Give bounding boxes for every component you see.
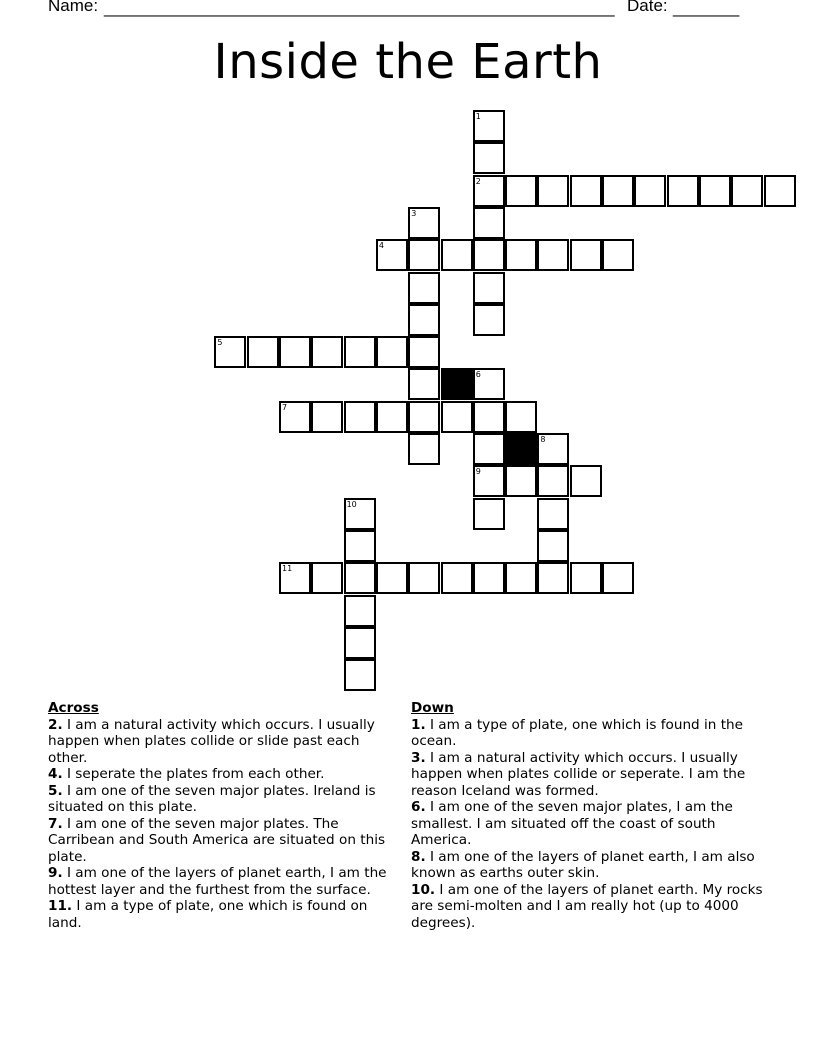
crossword-cell[interactable] xyxy=(214,336,246,368)
crossword-cell[interactable] xyxy=(311,401,343,433)
crossword-cell[interactable] xyxy=(602,175,634,207)
clue-number-label: 9 xyxy=(475,467,481,477)
clue-number: 5. xyxy=(48,782,63,799)
crossword-cell[interactable] xyxy=(505,562,537,594)
crossword-cell[interactable] xyxy=(473,207,505,239)
crossword-cell[interactable] xyxy=(376,401,408,433)
across-clues xyxy=(48,700,400,931)
crossword-cell[interactable] xyxy=(505,465,537,497)
clue-number: 8. xyxy=(411,848,426,865)
crossword-cell[interactable] xyxy=(441,401,473,433)
across-clue xyxy=(48,816,400,866)
across-clue xyxy=(48,766,400,783)
clue-number: 6. xyxy=(411,799,426,815)
crossword-cell[interactable] xyxy=(537,239,569,271)
across-clue xyxy=(48,865,400,898)
crossword-cell[interactable] xyxy=(408,272,440,304)
down-clue xyxy=(411,717,776,750)
down-heading: Down xyxy=(411,700,454,716)
clue-number: 3. xyxy=(411,749,426,766)
crossword-cell[interactable] xyxy=(537,433,569,465)
crossword-cell[interactable] xyxy=(279,562,311,594)
crossword-cell[interactable] xyxy=(505,239,537,271)
clue-number-label: 4 xyxy=(378,241,384,251)
crossword-cell[interactable] xyxy=(699,175,731,207)
clue-text: I am a natural activity which occurs. I usually happen when plates collide or slide past each other. xyxy=(48,716,375,766)
crossword-cell[interactable] xyxy=(376,336,408,368)
crossword-cell[interactable] xyxy=(344,530,376,562)
crossword-cell[interactable] xyxy=(473,433,505,465)
clue-number: 11. xyxy=(48,898,73,914)
crossword-cell[interactable] xyxy=(537,498,569,530)
clue-text: I am a type of plate, one which is found on land. xyxy=(48,898,368,931)
black-square xyxy=(441,368,473,400)
crossword-cell[interactable] xyxy=(537,175,569,207)
crossword-cell[interactable] xyxy=(311,562,343,594)
crossword-cell[interactable] xyxy=(408,239,440,271)
down-clue xyxy=(411,849,776,882)
clue-number-label: 2 xyxy=(475,176,481,186)
clue-text: I am one of the layers of planet earth, I am also known as earths outer skin. xyxy=(411,848,755,881)
clue-number: 2. xyxy=(48,716,63,733)
crossword-cell[interactable] xyxy=(505,401,537,433)
crossword-cell[interactable] xyxy=(537,465,569,497)
clue-number-label: 10 xyxy=(346,499,357,509)
clue-number: 4. xyxy=(48,766,63,782)
page-title: Inside the Earth xyxy=(213,34,603,90)
crossword-cell[interactable] xyxy=(634,175,666,207)
crossword-cell[interactable] xyxy=(408,336,440,368)
clue-text: I am a natural activity which occurs. I usually happen when plates collide or seperate. I am the reason Iceland was formed. xyxy=(411,749,746,799)
clue-number-label: 11 xyxy=(282,564,293,574)
clue-text: I am one of the seven major plates, I am the smallest. I am situated off the coast of south America. xyxy=(411,799,733,848)
across-clue xyxy=(48,898,400,931)
clue-number-label: 8 xyxy=(540,435,546,444)
down-clue xyxy=(411,799,776,849)
date-blank-line[interactable]: _______ xyxy=(673,0,740,17)
across-clue xyxy=(48,717,400,767)
clue-text: I am one of the layers of planet earth. My rocks are semi-molten and I am really hot (up to 4000 degrees). xyxy=(411,881,763,931)
down-clue xyxy=(411,882,776,932)
crossword-cell[interactable] xyxy=(408,562,440,594)
crossword-cell[interactable] xyxy=(602,239,634,271)
crossword-cell[interactable] xyxy=(570,239,602,271)
crossword-cell[interactable] xyxy=(473,562,505,594)
crossword-cell[interactable] xyxy=(537,562,569,594)
clue-number: 10. xyxy=(411,881,436,898)
clue-text: I seperate the plates from each other. xyxy=(66,766,325,782)
crossword-cell[interactable] xyxy=(344,401,376,433)
clue-number: 1. xyxy=(411,716,426,733)
crossword-cell[interactable] xyxy=(505,175,537,207)
crossword-cell[interactable] xyxy=(473,498,505,530)
crossword-cell[interactable] xyxy=(344,627,376,659)
down-clues xyxy=(411,700,776,931)
clue-number-label: 1 xyxy=(475,112,481,121)
crossword-cell[interactable] xyxy=(473,401,505,433)
crossword-cell[interactable] xyxy=(408,401,440,433)
crossword-cell[interactable] xyxy=(473,272,505,304)
clue-text: I am a type of plate, one which is found in the ocean. xyxy=(411,716,744,749)
crossword-cell[interactable] xyxy=(311,336,343,368)
crossword-cell[interactable] xyxy=(602,562,634,594)
crossword-cell[interactable] xyxy=(408,433,440,465)
crossword-cell[interactable] xyxy=(441,239,473,271)
across-clue xyxy=(48,783,400,816)
crossword-cell[interactable] xyxy=(473,368,505,400)
name-label: Name: xyxy=(48,0,99,15)
crossword-cell[interactable] xyxy=(537,530,569,562)
across-heading: Across xyxy=(48,700,99,716)
clue-number-label: 5 xyxy=(217,338,223,348)
crossword-cell[interactable] xyxy=(279,401,311,433)
crossword-cell[interactable] xyxy=(376,239,408,271)
date-label: Date: xyxy=(627,0,668,15)
crossword-cell[interactable] xyxy=(344,562,376,594)
crossword-cell[interactable] xyxy=(344,498,376,530)
crossword-cell[interactable] xyxy=(279,336,311,368)
clue-text: I am one of the seven major plates. The Carribean and South America are situated on this plate. xyxy=(48,815,386,865)
crossword-cell[interactable] xyxy=(473,465,505,497)
clue-number: 9. xyxy=(48,865,63,881)
crossword-cell[interactable] xyxy=(473,175,505,207)
crossword-cell[interactable] xyxy=(473,304,505,336)
crossword-cell[interactable] xyxy=(473,239,505,271)
crossword-cell[interactable] xyxy=(408,207,440,239)
crossword-cell[interactable] xyxy=(344,659,376,691)
crossword-cell[interactable] xyxy=(731,175,763,207)
clue-number: 7. xyxy=(48,815,63,832)
name-blank-line[interactable]: ______________________________________________________ xyxy=(104,0,615,17)
crossword-cell[interactable] xyxy=(473,110,505,142)
crossword-cell[interactable] xyxy=(473,142,505,174)
crossword-cell[interactable] xyxy=(344,595,376,627)
clue-number-label: 3 xyxy=(411,208,417,218)
crossword-cell[interactable] xyxy=(441,562,473,594)
clue-number-label: 6 xyxy=(475,370,481,380)
crossword-cell[interactable] xyxy=(376,562,408,594)
clue-text: I am one of the layers of planet earth, I am the hottest layer and the furthest from the surface. xyxy=(48,865,387,898)
clue-number-label: 7 xyxy=(282,402,288,412)
crossword-cell[interactable] xyxy=(247,336,279,368)
crossword-cell[interactable] xyxy=(570,562,602,594)
crossword-cell[interactable] xyxy=(344,336,376,368)
down-clue xyxy=(411,750,776,800)
black-square xyxy=(505,433,537,465)
crossword-cell[interactable] xyxy=(764,175,796,207)
crossword-cell[interactable] xyxy=(408,368,440,400)
clue-text: I am one of the seven major plates. Ireland is situated on this plate. xyxy=(48,782,376,815)
crossword-cell[interactable] xyxy=(667,175,699,207)
crossword-cell[interactable] xyxy=(408,304,440,336)
crossword-cell[interactable] xyxy=(570,465,602,497)
crossword-cell[interactable] xyxy=(570,175,602,207)
